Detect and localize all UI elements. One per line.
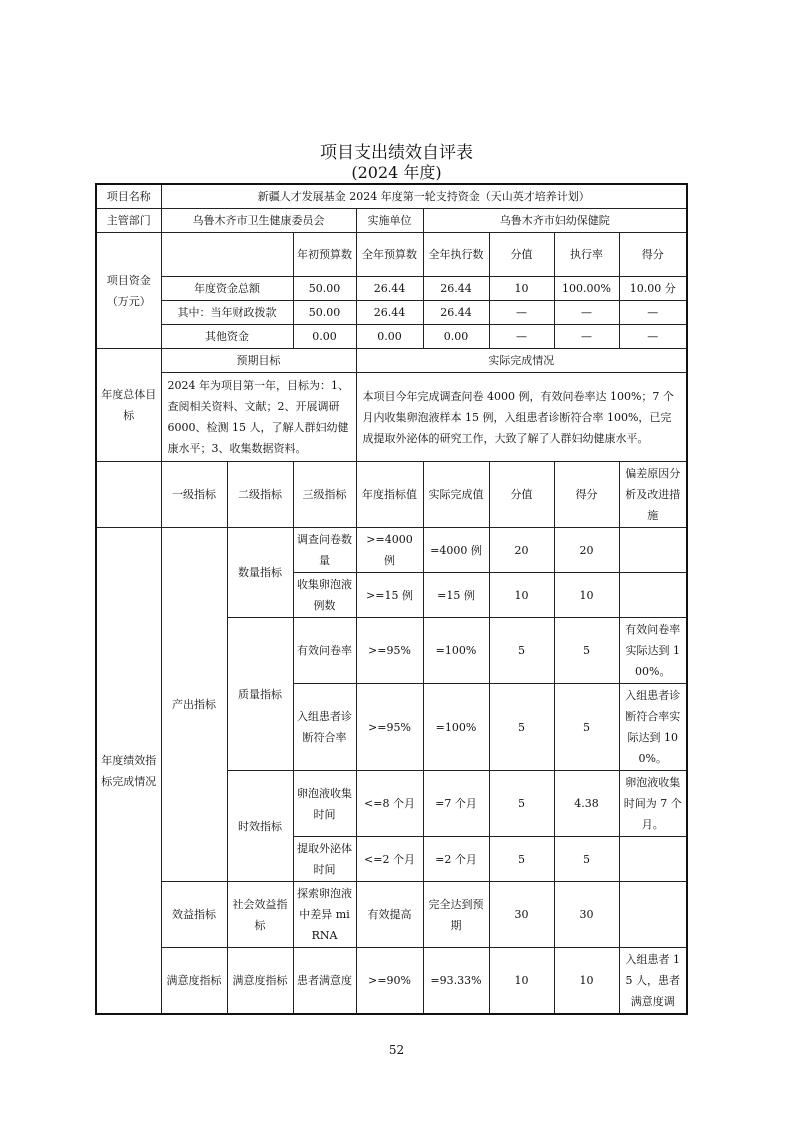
indicator-actual: =7 个月: [423, 771, 489, 837]
indicator-note: 卵泡液收集时间为 7 个月。: [619, 771, 687, 837]
indicator-target: 有效提高: [356, 882, 423, 948]
indicator-name: 卵泡液收集时间: [293, 771, 356, 837]
indicator-actual: =2 个月: [423, 837, 489, 882]
indicator-target: <=8 个月: [356, 771, 423, 837]
indicator-score-value: 20: [489, 528, 554, 573]
page-number: 52: [388, 1043, 405, 1057]
indicator-score-value: 10: [489, 948, 554, 1015]
funds-col-header: 分值: [489, 233, 554, 277]
funds-header-row: [96, 233, 687, 277]
dept-value: 乌鲁木齐市卫生健康委员会: [161, 209, 356, 233]
indicator-header-row: [96, 462, 687, 528]
funds-row-name: 其他资金: [161, 325, 293, 349]
indicator-score: 30: [554, 882, 619, 948]
indicator-target: >=15 例: [356, 573, 423, 618]
funds-label: 项目资金（万元）: [96, 233, 161, 349]
indicator-target: >=4000 例: [356, 528, 423, 573]
output-indicator-label: 产出指标: [161, 528, 227, 882]
indicator-note: 有效问卷率实际达到 100%。: [619, 618, 687, 684]
funds-cell: 100.00%: [554, 277, 619, 301]
indicator-name: 提取外泌体时间: [293, 837, 356, 882]
indicator-header: 实际完成值: [423, 462, 489, 528]
indicator-blank-cell: [96, 462, 161, 528]
funds-cell: 50.00: [293, 277, 356, 301]
funds-cell: 26.44: [356, 301, 423, 325]
satisfaction-sub-indicator-label: 满意度指标: [227, 948, 293, 1015]
indicator-actual: =15 例: [423, 573, 489, 618]
indicator-actual: 完全达到预期: [423, 882, 489, 948]
impl-label: 实施单位: [356, 209, 423, 233]
indicator-header: 二级指标: [227, 462, 293, 528]
indicator-score: 5: [554, 684, 619, 771]
goals-actual-text: 本项目今年完成调查问卷 4000 例，有效问卷率达 100%；7 个月内收集卵泡液样本 15 例，入组患者诊断符合率 100%，已完成提取外泌体的研究工作，大致了解了人群妇幼健康水平。: [356, 373, 687, 462]
funds-row: [96, 325, 687, 349]
funds-col-header: 得分: [619, 233, 687, 277]
funds-blank-cell: [161, 233, 293, 277]
goals-expected-header: 预期目标: [161, 349, 356, 373]
funds-cell: 0.00: [423, 325, 489, 349]
indicator-score: 5: [554, 837, 619, 882]
indicator-score-value: 5: [489, 684, 554, 771]
indicator-note: [619, 882, 687, 948]
indicator-header: 三级指标: [293, 462, 356, 528]
funds-col-header: 全年执行数: [423, 233, 489, 277]
indicator-row: [96, 882, 687, 948]
indicator-note: 入组患者 15 人，患者满意度调: [619, 948, 687, 1015]
department-row: [96, 209, 687, 233]
benefit-indicator-label: 效益指标: [161, 882, 227, 948]
funds-cell: —: [619, 301, 687, 325]
project-name-row: [96, 184, 687, 209]
impl-value: 乌鲁木齐市妇幼保健院: [423, 209, 687, 233]
project-name-label: 项目名称: [96, 184, 161, 209]
indicator-header: 得分: [554, 462, 619, 528]
indicator-header: 一级指标: [161, 462, 227, 528]
funds-cell: —: [619, 325, 687, 349]
funds-col-header: 年初预算数: [293, 233, 356, 277]
indicator-score: 20: [554, 528, 619, 573]
funds-row: [96, 277, 687, 301]
funds-col-header: 全年预算数: [356, 233, 423, 277]
indicator-note: [619, 573, 687, 618]
goals-expected-text: 2024 年为项目第一年，目标为：1、查阅相关资料、文献；2、开展调研 6000、检测 15 人，了解人群妇幼健康水平；3、收集数据资料。: [161, 373, 356, 462]
funds-cell: 10.00 分: [619, 277, 687, 301]
funds-cell: —: [554, 301, 619, 325]
indicator-score: 10: [554, 948, 619, 1015]
funds-cell: —: [489, 325, 554, 349]
indicator-note: [619, 837, 687, 882]
funds-cell: 50.00: [293, 301, 356, 325]
indicator-score-value: 5: [489, 618, 554, 684]
funds-cell: 26.44: [423, 301, 489, 325]
performance-table: [95, 183, 688, 1015]
goals-actual-header: 实际完成情况: [356, 349, 687, 373]
funds-cell: 10: [489, 277, 554, 301]
dept-label: 主管部门: [96, 209, 161, 233]
indicator-target: >=95%: [356, 618, 423, 684]
indicator-score-value: 5: [489, 837, 554, 882]
indicator-target: >=90%: [356, 948, 423, 1015]
goals-label: 年度总体目标: [96, 349, 161, 462]
quality-indicator-label: 质量指标: [227, 618, 293, 771]
document-year: (2024 年度): [351, 163, 442, 182]
satisfaction-indicator-label: 满意度指标: [161, 948, 227, 1015]
timeliness-indicator-label: 时效指标: [227, 771, 293, 882]
goals-header-row: [96, 349, 687, 373]
indicator-score-value: 10: [489, 573, 554, 618]
social-indicator-label: 社会效益指标: [227, 882, 293, 948]
goals-content-row: [96, 373, 687, 462]
indicator-target: <=2 个月: [356, 837, 423, 882]
indicator-actual: =100%: [423, 618, 489, 684]
indicator-header: 分值: [489, 462, 554, 528]
indicator-target: >=95%: [356, 684, 423, 771]
indicator-row: [96, 528, 687, 573]
funds-cell: —: [554, 325, 619, 349]
indicator-name: 患者满意度: [293, 948, 356, 1015]
indicator-score-value: 30: [489, 882, 554, 948]
funds-row-name: 年度资金总额: [161, 277, 293, 301]
indicator-name: 入组患者诊断符合率: [293, 684, 356, 771]
indicator-score: 5: [554, 618, 619, 684]
funds-cell: 26.44: [423, 277, 489, 301]
indicator-note: 入组患者诊断符合率实际达到 100%。: [619, 684, 687, 771]
indicator-section-label: 年度绩效指标完成情况: [96, 528, 161, 1015]
indicator-actual: =4000 例: [423, 528, 489, 573]
indicator-name: 有效问卷率: [293, 618, 356, 684]
indicator-name: 调查问卷数量: [293, 528, 356, 573]
indicator-actual: =100%: [423, 684, 489, 771]
funds-row: [96, 301, 687, 325]
indicator-name: 探索卵泡液中差异 miRNA: [293, 882, 356, 948]
indicator-header: 偏差原因分析及改进措施: [619, 462, 687, 528]
funds-col-header: 执行率: [554, 233, 619, 277]
funds-row-name: 其中：当年财政拨款: [161, 301, 293, 325]
indicator-score: 4.38: [554, 771, 619, 837]
indicator-actual: =93.33%: [423, 948, 489, 1015]
funds-cell: 26.44: [356, 277, 423, 301]
indicator-note: [619, 528, 687, 573]
funds-cell: 0.00: [356, 325, 423, 349]
project-name-value: 新疆人才发展基金 2024 年度第一轮支持资金（天山英才培养计划）: [161, 184, 687, 209]
indicator-row: [96, 948, 687, 1015]
funds-cell: —: [489, 301, 554, 325]
indicator-name: 收集卵泡液例数: [293, 573, 356, 618]
indicator-score: 10: [554, 573, 619, 618]
quantity-indicator-label: 数量指标: [227, 528, 293, 618]
funds-cell: 0.00: [293, 325, 356, 349]
indicator-score-value: 5: [489, 771, 554, 837]
document-title: 项目支出绩效自评表: [320, 143, 473, 163]
indicator-header: 年度指标值: [356, 462, 423, 528]
